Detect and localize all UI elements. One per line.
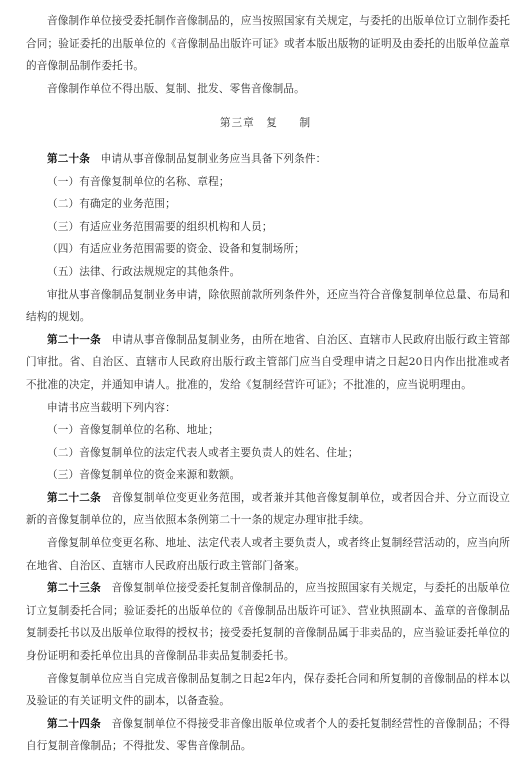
article-text: 音像复制单位不得接受非音像出版单位或者个人的委托复制经营性的音像制品；不得自行复制音像制品；不得批发、零售音像制品。 (26, 717, 511, 753)
article-22 (26, 487, 510, 532)
chapter-number: 第三章 (219, 117, 255, 130)
list-item: （三）音像复制单位的资金来源和数额。 (47, 469, 241, 482)
article-label: 第二十三条 (47, 582, 101, 595)
article-text: 音像复制单位接受委托复制音像制品的，应当按照国家有关规定，与委托的出版单位订立复制委托合同；验证委托的出版单位的《音像制品出版许可证》、营业执照副本、盖章的音像制品复制委托书以及出版单位取得的授权书；接受委托复制的音像制品属于非卖品的，应当验证委托单位的身份证明和委托单位出具的音像制品非卖品复制委托书。 (26, 582, 511, 663)
list-item: （四）有适应业务范围需要的资金、设备和复制场所； (47, 243, 305, 256)
paragraph: 音像制作单位不得出版、复制、批发、零售音像制品。 (47, 82, 305, 95)
article-text: 申请从事音像制品复制业务，由所在地省、自治区、直辖市人民政府出版行政主管部门审批。省、自治区、直辖市人民政府出版行政主管部门应当自受理申请之日起20日内作出批准或者不批准的决定，并通知申请人。批准的，发给《复制经营许可证》；不批准的，应当说明理由。 (26, 333, 511, 391)
article-label: 第二十二条 (47, 491, 101, 504)
list-item: （一）音像复制单位的名称、地址； (47, 424, 219, 437)
article-20 (26, 148, 510, 171)
article-label: 第二十四条 (47, 717, 101, 730)
chapter-heading (26, 112, 510, 135)
article-21 (26, 329, 510, 397)
article-text: 申请从事音像制品复制业务应当具备下列条件： (100, 152, 327, 165)
article-label: 第二十条 (47, 152, 90, 165)
article-23 (26, 577, 510, 667)
paragraph: 音像制作单位接受委托制作音像制品的，应当按照国家有关规定，与委托的出版单位订立制作委托合同；验证委托的出版单位的《音像制品出版许可证》或者本版出版物的证明及由委托的出版单位盖章的音像制品制作委托书。 (26, 15, 510, 73)
list-item: （三）有适应业务范围需要的组织机构和人员； (47, 220, 273, 233)
paragraph: 音像复制单位变更名称、地址、法定代表人或者主要负责人，或者终止复制经营活动的，应当向所在地省、自治区、直辖市人民政府出版行政主管部门备案。 (26, 537, 510, 572)
chapter-title: 复 制 (266, 117, 317, 130)
article-text: 音像复制单位变更业务范围，或者兼并其他音像复制单位，或者因合并、分立而设立新的音像复制单位的，应当依照本条例第二十一条的规定办理审批手续。 (26, 491, 511, 527)
article-label: 第二十一条 (47, 333, 101, 346)
list-item: （二）有确定的业务范围； (47, 198, 176, 211)
article-24 (26, 713, 510, 758)
paragraph: 音像复制单位应当自完成音像制品复制之日起2年内，保存委托合同和所复制的音像制品的样本以及验证的有关证明文件的副本，以备查验。 (26, 672, 510, 708)
paragraph: 审批从事音像制品复制业务申请，除依照前款所列条件外，还应当符合音像复制单位总量、布局和结构的规划。 (26, 288, 510, 324)
list-item: （一）有音像复制单位的名称、章程； (47, 175, 230, 188)
list-item: （二）音像复制单位的法定代表人或者主要负责人的姓名、住址； (47, 446, 359, 459)
list-item: （五）法律、行政法规规定的其他条件。 (47, 265, 241, 278)
paragraph: 申请书应当载明下列内容： (47, 401, 176, 414)
